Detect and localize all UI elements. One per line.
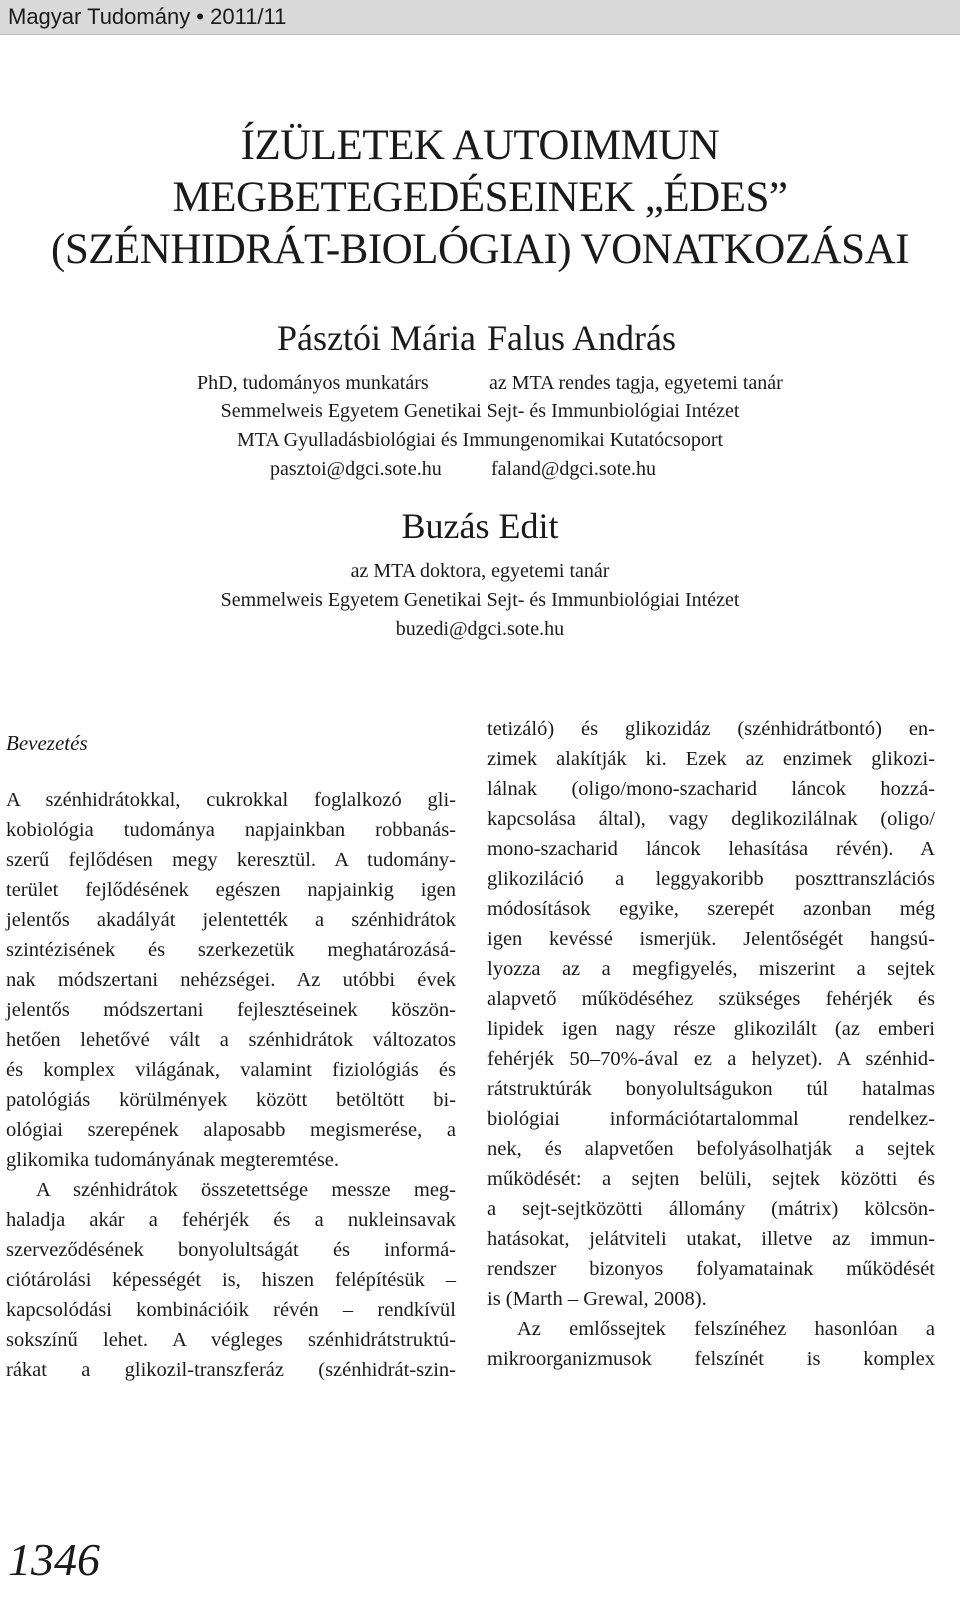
- text-line: rendszer bizonyos folyamatainak működését: [487, 1258, 935, 1280]
- text-line: ciótárolási képességét is, hiszen felépítésük –: [6, 1269, 456, 1291]
- text-line: mikroorganizmusok felszínét is komplex: [487, 1348, 935, 1370]
- text-line: tetizáló) és glikozidáz (szénhidrátbontó) en-: [487, 718, 935, 740]
- text-line: szintézisének és szerkezetük meghatározásá-: [6, 939, 456, 961]
- affiliation-line-1: Semmelweis Egyetem Genetikai Sejt- és Immunbiológiai Intézet: [220, 400, 740, 422]
- title-line-3: (SZÉNHIDRÁT-BIOLÓGIAI) VONATKOZÁSAI: [51, 226, 909, 273]
- title-line-1: ÍZÜLETEK AUTOIMMUN: [240, 122, 720, 169]
- text-line: a sejt-sejtközötti állomány (mátrix) kölcsön-: [487, 1198, 935, 1220]
- running-header-bar: [0, 0, 960, 35]
- text-line: rákat a glikozil-transzferáz (szénhidrát-szin-: [6, 1359, 456, 1381]
- text-line: rátstruktúrák bonyolultságukon túl hatalmas: [487, 1078, 935, 1100]
- text-line: haladja akár a fehérjék és a nukleinsavak: [6, 1209, 456, 1231]
- text-line: szerveződésének bonyolultságát és informá-: [6, 1239, 456, 1261]
- author-name-buzas: Buzás Edit: [401, 506, 559, 546]
- left-paragraphs: [6, 785, 456, 1385]
- page-number: 1346: [8, 1534, 100, 1585]
- text-line: terület fejlődésének egészen napjainkig igen: [6, 879, 456, 901]
- text-line: ológiai szerepének alaposabb megismerése, a: [6, 1119, 456, 1141]
- text-line: glikoziláció a leggyakoribb poszttranszlációs: [487, 868, 935, 890]
- author-role-buzas: az MTA doktora, egyetemi tanár: [350, 560, 610, 582]
- email-falus[interactable]: faland@dgci.sote.hu: [491, 458, 657, 480]
- text-line: is (Marth – Grewal, 2008).: [487, 1288, 707, 1310]
- text-line: igen kevéssé ismerjük. Jelentőségét hangsú-: [487, 928, 935, 950]
- article-title: [0, 120, 960, 276]
- text-line: jelentős módszertani fejlesztéseinek köszön-: [6, 999, 456, 1021]
- text-line: működését: a sejten belüli, sejtek közötti és: [487, 1168, 935, 1190]
- text-line: lálnak (oligo/mono-szacharid láncok hozzá-: [487, 778, 935, 800]
- author-name-pasztoi: Pásztói Mária: [277, 318, 476, 358]
- affiliation-line-2: MTA Gyulladásbiológiai és Immungenomikai Kutatócsoport: [236, 429, 724, 451]
- body-column-right: [487, 714, 935, 1374]
- text-line: lyozza az a megfigyelés, miszerint a sejtek: [487, 958, 935, 980]
- affiliation-buzas: Semmelweis Egyetem Genetikai Sejt- és Immunbiológiai Intézet: [220, 589, 740, 611]
- text-line: kapcsolódási kombinációik révén – rendkívül: [6, 1299, 456, 1321]
- email-pasztoi[interactable]: pasztoi@dgci.sote.hu: [270, 458, 442, 480]
- text-line: lipidek igen nagy része glikozilált (az emberi: [487, 1018, 935, 1040]
- text-line: Az emlőssejtek felszínéhez hasonlóan a: [517, 1318, 935, 1340]
- section-heading: Bevezetés: [6, 731, 88, 755]
- text-line: glikomika tudományának megteremtése.: [6, 1149, 340, 1171]
- text-line: kapcsolása által), vagy deglikozilálnak (oligo/: [487, 808, 935, 830]
- text-line: A szénhidrátok összetettsége messze meg-: [36, 1179, 456, 1201]
- email-buzas[interactable]: buzedi@dgci.sote.hu: [395, 618, 565, 640]
- text-line: nek, és alapvetően befolyásolhatják a sejtek: [487, 1138, 935, 1160]
- text-line: mono-szacharid láncok lehasítása révén). A: [487, 838, 935, 860]
- text-line: nak módszertani nehézségei. Az utóbbi évek: [6, 969, 456, 991]
- text-line: biológiai információtartalommal rendelkez-: [487, 1108, 935, 1130]
- text-line: és komplex világának, valamint fiziológiás és: [6, 1059, 456, 1081]
- author-role-pasztoi: PhD, tudományos munkatárs: [197, 372, 429, 394]
- running-header: Magyar Tudomány • 2011/11: [8, 4, 287, 29]
- text-line: módosítások egyike, szerepét azonban még: [487, 898, 935, 920]
- text-line: sokszínű lehet. A végleges szénhidrátstruktú-: [6, 1329, 456, 1351]
- title-line-2: MEGBETEGEDÉSEINEK „ÉDES”: [172, 174, 788, 221]
- text-line: fehérjék 50–70%-ával ez a helyzet). A szénhid-: [487, 1048, 935, 1070]
- text-line: hetően lehetővé vált a szénhidrátok változatos: [6, 1029, 456, 1051]
- text-line: jelentős akadályát jelentették a szénhidrátok: [6, 909, 456, 931]
- text-line: A szénhidrátokkal, cukrokkal foglalkozó gli-: [6, 789, 456, 811]
- author-name-falus: Falus András: [487, 318, 676, 358]
- author-role-falus: az MTA rendes tagja, egyetemi tanár: [489, 372, 783, 394]
- body-column-left: [6, 725, 456, 1385]
- text-line: alapvető működéséhez szükséges fehérjék és: [487, 988, 935, 1010]
- text-line: szerű fejlődésen megy keresztül. A tudomány-: [6, 849, 456, 871]
- text-line: zimek alakítják ki. Ezek az enzimek glikozi-: [487, 748, 935, 770]
- text-line: hatásokat, jelátviteli utakat, illetve az immun-: [487, 1228, 935, 1250]
- text-line: kobiológia tudománya napjainkban robbanás-: [6, 819, 456, 841]
- text-line: patológiás körülmények között betöltött bi-: [6, 1089, 456, 1111]
